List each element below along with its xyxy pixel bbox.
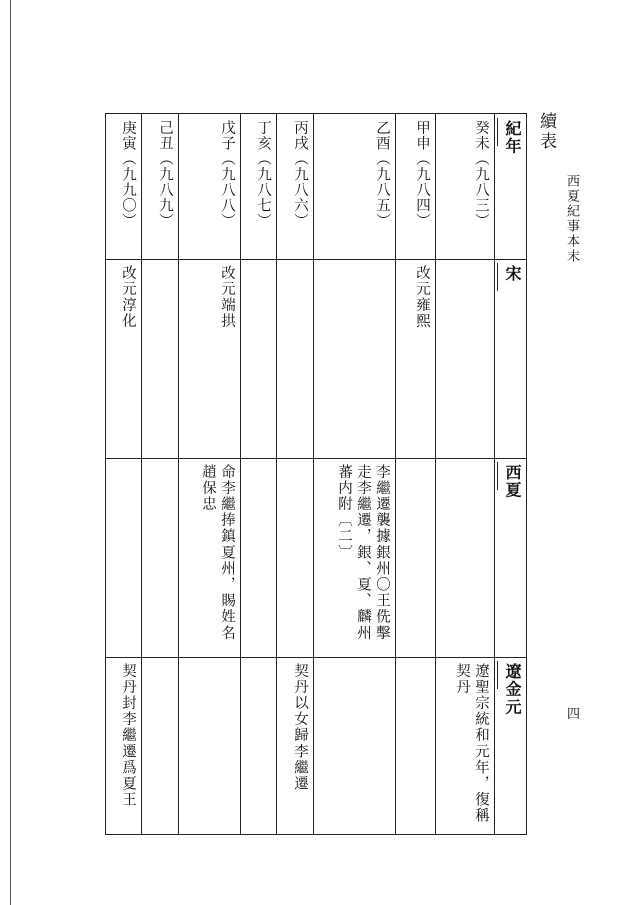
year-cell: 甲申（九八四） xyxy=(414,120,430,229)
header-year-cell xyxy=(495,114,526,259)
liao-cell: 遼聖宗統和元年，復稱契丹 xyxy=(454,663,489,824)
year-cell: 癸未（九八三） xyxy=(473,120,489,229)
table-row xyxy=(240,114,276,834)
song-cell: 改元端拱 xyxy=(219,265,235,330)
header-year: 紀年 xyxy=(503,120,522,156)
header-xixia-cell xyxy=(495,458,526,657)
table-row xyxy=(141,114,178,834)
header-xixia: 西夏 xyxy=(503,464,522,500)
year-cell: 丙戌（九八六） xyxy=(292,120,308,229)
year-cell: 乙酉（九八五） xyxy=(374,120,390,229)
chronology-table xyxy=(105,113,527,835)
table-row xyxy=(395,114,435,834)
table-row xyxy=(313,114,395,834)
song-cell: 改元雍熙 xyxy=(414,265,430,330)
header-song-cell xyxy=(495,259,526,458)
year-cell: 戊子（九八八） xyxy=(219,120,235,229)
xixia-cell: 李繼遷襲據銀州〇王侁擊走李繼遷，銀、夏、麟州蕃内附〔二〕 xyxy=(336,464,390,642)
liao-cell: 契丹封李繼遷爲夏王 xyxy=(120,663,136,808)
year-cell: 己丑（九八九） xyxy=(157,120,173,229)
year-cell: 丁亥（九八七） xyxy=(255,120,271,229)
year-cell: 庚寅（九九〇） xyxy=(120,120,136,229)
header-song: 宋 xyxy=(503,265,522,283)
table-row xyxy=(435,114,494,834)
header-column xyxy=(494,114,526,834)
header-liao-cell xyxy=(495,657,526,835)
table-caption: 續表 xyxy=(536,112,556,152)
page-edge-line xyxy=(10,0,11,905)
table-row xyxy=(178,114,240,834)
running-title: 西夏紀事本末 xyxy=(564,174,579,264)
song-cell: 改元淳化 xyxy=(120,265,136,330)
page-number: 四 xyxy=(567,707,581,722)
table-row xyxy=(106,114,141,834)
liao-cell: 契丹以女歸李繼遷 xyxy=(292,663,308,792)
table-row xyxy=(276,114,313,834)
xixia-cell: 命李繼捧鎮夏州，賜姓名趙保忠 xyxy=(200,464,235,642)
header-liao: 遼金元 xyxy=(503,663,522,716)
